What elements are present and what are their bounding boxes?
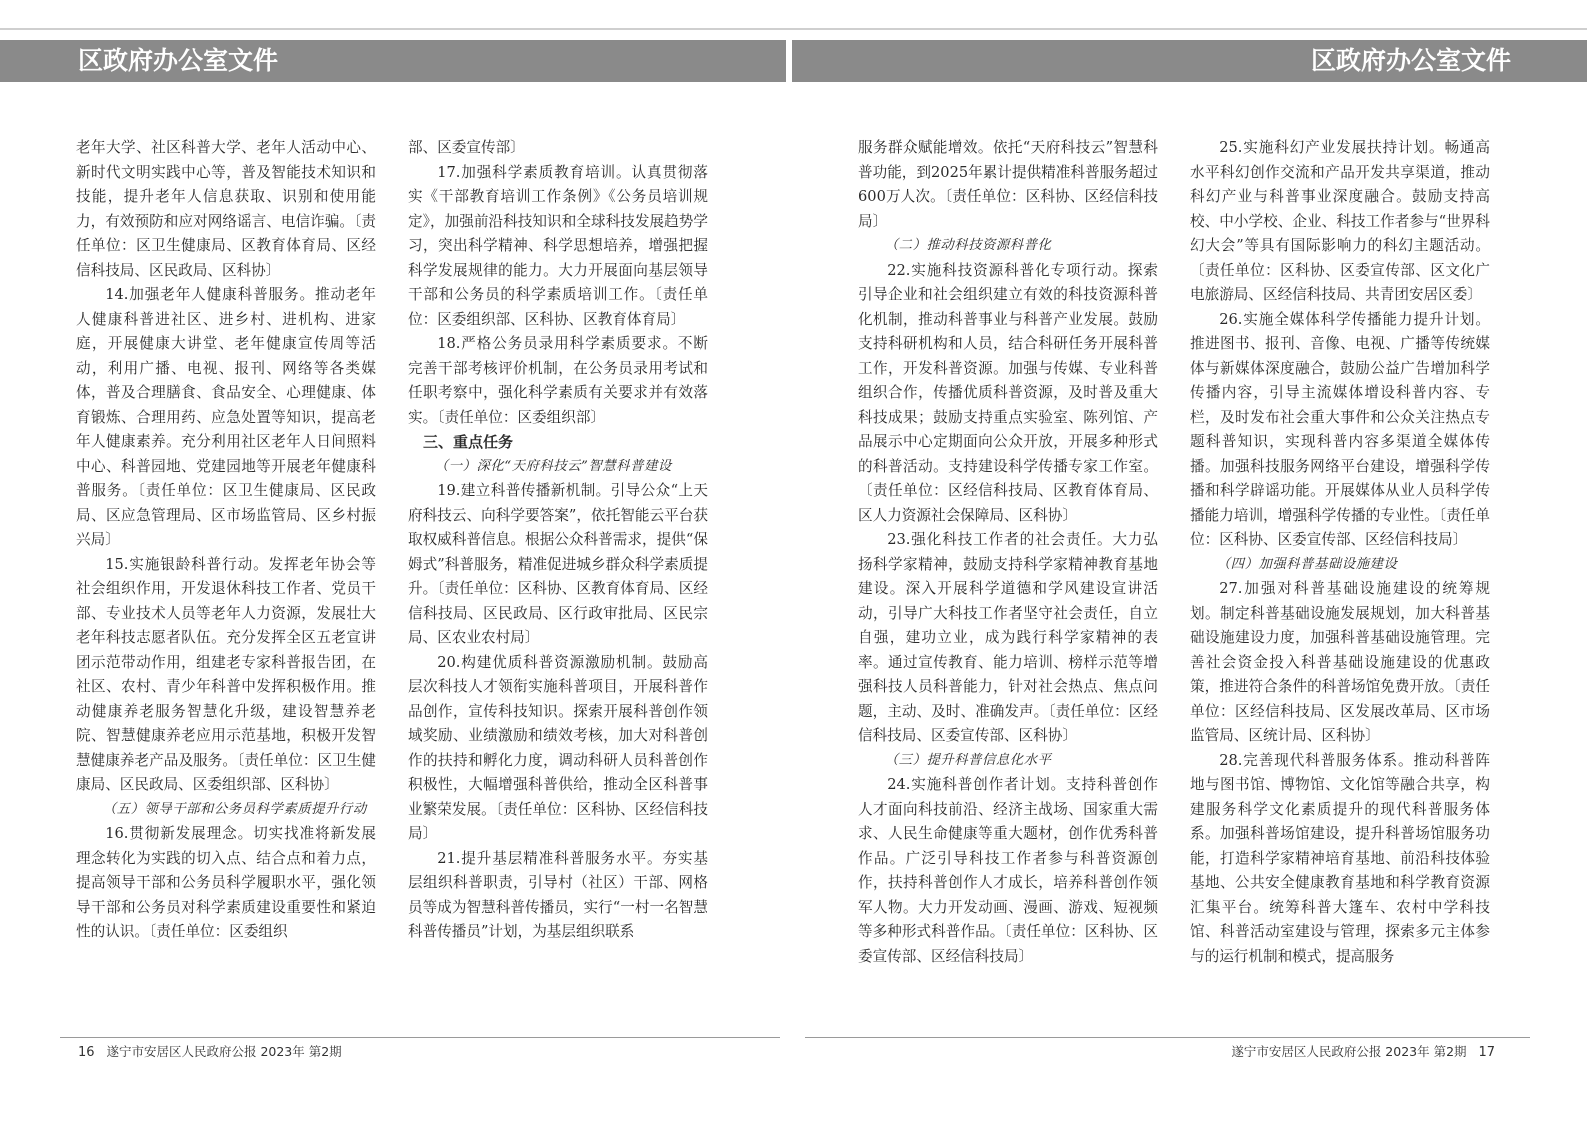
paragraph: 21.提升基层精准科普服务水平。夯实基层组织科普职责，引导村（社区）干部、网格员等成为智慧科普传播员，实行“一村一名智慧科普传播员”计划，为基层组织联系 <box>408 849 708 940</box>
paragraph: 25.实施科幻产业发展扶持计划。畅通高水平科幻创作交流和产品开发共享渠道，推动科幻产业与科普事业深度融合。鼓励支持高校、中小学校、企业、科技工作者参与“世界科幻大会”等具有国际影响力的科幻主题活动。〔责任单位：区科协、区委宣传部、区文化广电旅游局、区经信科技局、共青团安居区委〕 <box>1190 139 1490 303</box>
column-3 <box>858 136 1158 969</box>
paragraph: 服务群众赋能增效。依托“天府科技云”智慧科普功能，到2025年累计提供精准科普服务超过600万人次。〔责任单位：区科协、区经信科技局〕 <box>858 139 1158 230</box>
paragraph: 部、区委宣传部〕 <box>408 139 525 156</box>
paragraph: 16.贯彻新发展理念。切实找准将新发展理念转化为实践的切入点、结合点和着力点，提高领导干部和公务员科学履职水平，强化领导干部和公务员对科学素质建设重要性和紧迫性的认识。〔责任单位：区委组织 <box>76 825 376 940</box>
column-4 <box>1190 136 1490 969</box>
left-page-header-title: 区政府办公室文件 <box>0 40 786 82</box>
column-2 <box>408 136 708 945</box>
section-subheading: （三）提升科普信息化水平 <box>884 752 1052 768</box>
paragraph: 23.强化科技工作者的社会责任。大力弘扬科学家精神，鼓励支持科学家精神教育基地建设。深入开展科学道德和学风建设宣讲活动，引导广大科技工作者坚守社会责任，自立自强，建功立业，成为践行科学家精神的表率。通过宣传教育、能力培训、榜样示范等增强科技人员科普能力，针对社会热点、焦点问题，主动、及时、准确发声。〔责任单位：区经信科技局、区委宣传部、区科协〕 <box>858 531 1158 744</box>
paragraph: 22.实施科技资源科普化专项行动。探索引导企业和社会组织建立有效的科技资源科普化机制，推动科普事业与科普产业发展。鼓励支持科研机构和人员，结合科研任务开展科普工作，开发科普资源。加强与传媒、专业科普组织合作，传播优质科普资源，及时普及重大科技成果；鼓励支持重点实验室、陈列馆、产品展示中心定期面向公众开放，开展多种形式的科普活动。支持建设科学传播专家工作室。〔责任单位：区经信科技局、区教育体育局、区人力资源社会保障局、区科协〕 <box>858 261 1158 524</box>
publication-info-right: 遂宁市安居区人民政府公报 2023年 第2期 <box>1231 1044 1467 1059</box>
footer-rule-right <box>805 1037 1530 1038</box>
section-subheading: （二）推动科技资源科普化 <box>884 238 1052 253</box>
column-1 <box>76 136 376 945</box>
section-heading: 三、重点任务 <box>423 433 514 451</box>
paragraph: 19.建立科普传播新机制。引导公众“上天府科技云、向科学要答案”，依托智能云平台获取权威科普信息。根据公众科普需求，提供“保姆式”科普服务，精准促进城乡群众科学素质提升。〔责任单位：区科协、区教育体育局、区经信科技局、区民政局、区行政审批局、区民宗局、区农业农村局〕 <box>408 482 708 646</box>
paragraph: 28.完善现代科普服务体系。推动科普阵地与图书馆、博物馆、文化馆等融合共享，构建服务科学文化素质提升的现代科普服务体系。加强科普场馆建设，提升科普场馆服务功能，打造科学家精神培育基地、前沿科技体验基地、公共安全健康教育基地和科学教育资源汇集平台。统筹科普大篷车、农村中学科技馆、科普活动室建设与管理，探索多元主体参与的运行机制和模式，提高服务 <box>1190 751 1490 965</box>
top-rule <box>0 28 1587 30</box>
paragraph: 27.加强对科普基础设施建设的统筹规划。制定科普基础设施发展规划，加大科普基础设施建设力度，加强科普基础设施管理。完善社会资金投入科普基础设施建设的优惠政策，推进符合条件的科普场馆免费开放。〔责任单位：区经信科技局、区发展改革局、区市场监管局、区统计局、区科协〕 <box>1190 580 1490 744</box>
right-footer <box>1231 1042 1495 1060</box>
publication-info-left: 遂宁市安居区人民政府公报 2023年 第2期 <box>106 1044 342 1059</box>
page-number-right: 17 <box>1478 1045 1495 1060</box>
paragraph: 26.实施全媒体科学传播能力提升计划。推进图书、报刊、音像、电视、广播等传统媒体与新媒体深度融合，鼓励公益广告增加科学传播内容，引导主流媒体增设科普内容、专栏，及时发布社会重大事件和公众关注热点专题科普知识，实现科普内容多渠道全媒体传播。加强科技服务网络平台建设，增强科学传播和科学辟谣功能。开展媒体从业人员科学传播能力培训，增强科学传播的专业性。〔责任单位：区科协、区委宣传部、区经信科技局〕 <box>1190 310 1490 548</box>
paragraph: 20.构建优质科普资源激励机制。鼓励高层次科技人才领衔实施科普项目，开展科普作品创作，宣传科技知识。探索开展科普创作领域奖励、业绩激励和绩效考核，加大对科普创作的扶持和孵化力度，调动科研人员科普创作积极性，大幅增强科普供给，推动全区科普事业繁荣发展。〔责任单位：区科协、区经信科技局〕 <box>408 653 708 842</box>
section-subheading: （四）加强科普基础设施建设 <box>1216 556 1398 572</box>
section-subheading: （一）深化“天府科技云”智慧科普建设 <box>434 458 672 474</box>
section-subheading: （五）领导干部和公务员科学素质提升行动 <box>102 801 367 817</box>
footer-rule-left <box>60 1037 780 1038</box>
paragraph: 17.加强科学素质教育培训。认真贯彻落实《干部教育培训工作条例》《公务员培训规定》，加强前沿科技知识和全球科技发展趋势学习，突出科学精神、科学思想培养，增强把握科学发展规律的能力。大力开展面向基层领导干部和公务员的科学素质培训工作。〔责任单位：区委组织部、区科协、区教育体育局〕 <box>408 163 708 328</box>
paragraph: 15.实施银龄科普行动。发挥老年协会等社会组织作用，开发退休科技工作者、党员干部、专业技术人员等老年人力资源，发展壮大老年科技志愿者队伍。充分发挥全区五老宣讲团示范带动作用，组建老专家科普报告团，在社区、农村、青少年科普中发挥积极作用。推动健康养老服务智慧化升级，建设智慧养老院、智慧健康养老应用示范基地，积极开发智慧健康养老产品及服务。〔责任单位：区卫生健康局、区民政局、区委组织部、区科协〕 <box>76 555 376 793</box>
left-footer <box>78 1042 342 1060</box>
paragraph: 18.严格公务员录用科学素质要求。不断完善干部考核评价机制，在公务员录用考试和任职考察中，强化科学素质有关要求并有效落实。〔责任单位：区委组织部〕 <box>408 335 708 426</box>
page-number-left: 16 <box>78 1045 95 1060</box>
paragraph: 24.实施科普创作者计划。支持科普创作人才面向科技前沿、经济主战场、国家重大需求、人民生命健康等重大题材，创作优秀科普作品。广泛引导科技工作者参与科普资源创作，扶持科普创作人才成长，培养科普创作领军人物。大力开发动画、漫画、游戏、短视频等多种形式科普作品。〔责任单位：区科协、区委宣传部、区经信科技局〕 <box>858 776 1158 965</box>
paragraph: 14.加强老年人健康科普服务。推动老年人健康科普进社区、进乡村、进机构、进家庭，开展健康大讲堂、老年健康宣传周等活动，利用广播、电视、报刊、网络等各类媒体，普及合理膳食、食品安全、心理健康、体育锻炼、合理用药、应急处置等知识，提高老年人健康素养。充分利用社区老年人日间照料中心、科普园地、党建园地等开展老年健康科普服务。〔责任单位：区卫生健康局、区民政局、区应急管理局、区市场监管局、区乡村振兴局〕 <box>76 286 376 548</box>
paragraph: 老年大学、社区科普大学、老年人活动中心、新时代文明实践中心等，普及智能技术知识和技能，提升老年人信息获取、识别和使用能力，有效预防和应对网络谣言、电信诈骗。〔责任单位：区卫生健康局、区教育体育局、区经信科技局、区民政局、区科协〕 <box>76 139 376 279</box>
right-page-header-title: 区政府办公室文件 <box>792 40 1587 82</box>
